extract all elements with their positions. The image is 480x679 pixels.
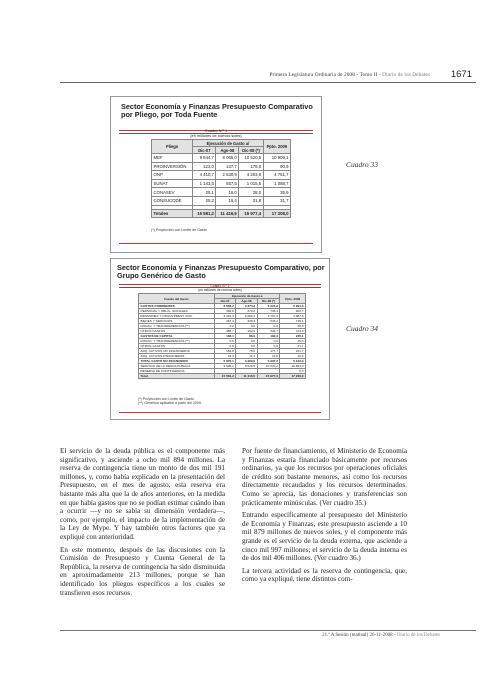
cell-ppto: 31,1 bbox=[280, 344, 306, 349]
cell-dic08: 543,4 bbox=[257, 319, 280, 324]
cell-dic08: 5 937,2 bbox=[257, 359, 280, 364]
cuadro-label: Cuadro 33 bbox=[346, 160, 379, 169]
cell-ppto: 15,3 bbox=[280, 339, 306, 344]
slide-title: Sector Economía y Finanzas Presupuesto Comparativo, por Grupo Genérico de Gasto bbox=[117, 263, 325, 281]
slide-footer-rule bbox=[119, 412, 321, 413]
paragraph: En este momento, después de las discusiones con la Comisión de Presupuesto y Cuenta General de la República, la reserva de contingencia ha sido disminuida en aproximadamente 213 millones, porque se han identificado los pliegos específicos a los cuales se transfieren esos recursos. bbox=[60, 545, 225, 597]
table-row bbox=[152, 179, 291, 188]
cell-ago08: 557,5 bbox=[216, 179, 239, 188]
cell-ppto: 90,9 bbox=[263, 162, 290, 171]
paragraph: Por fuente de financiamiento, el Ministerio de Economía y Finanzas estaría financiado básicamente por recursos ordinarios, ya que los recursos por operaciones oficiales de crédito son bastante menores, así como los recursos directamente recaudados y los recursos determinados. Como se aprecia, las donaciones y transferencias son prácticamente minúsculas. (Ver cuadro 35.) bbox=[242, 447, 407, 507]
table-notes: (*) Proyección con Límite de Gasto (**) Genérica aplicable a partir del 2009. bbox=[138, 397, 202, 406]
cell-ppto: 3 987,8 bbox=[280, 314, 306, 319]
row-label: ADQ. ACTIVOS FINANCIEROS bbox=[139, 354, 215, 359]
cell-dic07: 25,1 bbox=[193, 188, 216, 197]
col-pliego: Pliego bbox=[152, 140, 193, 154]
cell-ago08: 192,6 bbox=[236, 329, 257, 334]
cell-ppto: 231,7 bbox=[280, 349, 306, 354]
cell-ago08: 0,0 bbox=[236, 344, 257, 349]
cell-dic08: 178,0 bbox=[239, 162, 263, 171]
cell-dic07: 183,1 bbox=[214, 334, 236, 339]
header-journal: Primera Legislatura Ordinaria de 2008 - Tomo II - Diario de los Debates bbox=[269, 72, 430, 78]
table-grupo-generico bbox=[138, 293, 306, 379]
total-ppto: 17 208,0 bbox=[280, 374, 306, 379]
col-dic08: Dic-08 (*) bbox=[239, 147, 263, 154]
row-label: CONASEV bbox=[152, 188, 193, 197]
cell-dic07: 0,0 bbox=[214, 324, 236, 329]
total-dic08: 15 977,4 bbox=[239, 209, 263, 218]
cell-dic08: 3 797,2 bbox=[257, 314, 280, 319]
col-ago08: Ago-08 bbox=[216, 147, 239, 154]
paragraph: El servicio de la deuda pública es el componente más significativo, y asciende a ocho mil 894 millones. La reserva de contingencia tiene un monto de dos mil 191 millones, y, como había explicado en la presentación del Presupuesto, en el mes de agosto, esta reserva era bastante más alta que la de años anteriores, en la medida en que había gastos que no se podían estimar cuándo iban a ocurrir —y no se sabía su dimensión verdadera—, como, por ejemplo, el impacto de la implementación de la Ley de Mype. Y hay también otros factores que ya expliqué con anterioridad. bbox=[60, 447, 225, 541]
cell-dic07: 9 844,7 bbox=[193, 154, 216, 163]
row-label: GASTOS CORRIENTES bbox=[139, 304, 215, 309]
cell-ppto: 902,7 bbox=[280, 309, 306, 314]
table-caption: Cuadro N.º 1 (en millones de nuevos soles) bbox=[190, 128, 242, 138]
col-dic07: Dic-07 bbox=[214, 299, 236, 304]
cell-dic07: 466,7 bbox=[214, 329, 236, 334]
cell-dic08: 5 321,9 bbox=[257, 304, 280, 309]
cell-ppto: 10,4 bbox=[280, 354, 306, 359]
cell-ago08: 8 026,5 bbox=[236, 364, 257, 369]
cell-dic07: 0,0 bbox=[214, 344, 236, 349]
cell-dic07: 9 505,1 bbox=[214, 364, 236, 369]
cell-ppto: 10 909,1 bbox=[263, 154, 290, 163]
cell-ppto: 31,7 bbox=[263, 196, 290, 205]
row-label: DONAC. Y TRANSFERENCIAS (**) bbox=[139, 324, 215, 329]
cell-dic08: 244,7 bbox=[257, 329, 280, 334]
text-column-right bbox=[242, 447, 407, 588]
cell-dic07: 0,0 bbox=[214, 339, 236, 344]
cell-dic08: 0,0 bbox=[257, 324, 280, 329]
total-label: Totales bbox=[152, 209, 193, 218]
row-label: SERVICIO DE LA DEUDA PÚBLICA bbox=[139, 364, 215, 369]
cell-dic08: 10 520,5 bbox=[239, 154, 263, 163]
slide-footer-rule bbox=[119, 243, 313, 244]
table-caption: Cuadro N.º 2 (en millones de nuevos soles) bbox=[198, 284, 242, 292]
table-note: (*) Proyección con Límite de Gasto bbox=[151, 228, 207, 232]
cell-dic07: 467,4 bbox=[214, 319, 236, 324]
cell-dic08: 13,6 bbox=[257, 354, 280, 359]
footer-rule bbox=[60, 630, 476, 631]
total-ppto: 17 208,0 bbox=[263, 209, 290, 218]
col-fuente: Fuente del Gasto bbox=[139, 294, 215, 304]
cell-ppto: 235,1 bbox=[280, 334, 306, 339]
table-row bbox=[152, 196, 291, 205]
cell-ppto: 1 088,7 bbox=[263, 179, 290, 188]
paragraph: Entrando específicamente al presupuesto del Ministerio de Economía y Finanzas, este presupuesto asciende a 10 mil 879 millones de nuevos soles, y el componente más grande es el servicio de la deuda externa, que asciende a cinco mil 997 millones; el servicio de la deuda interna es de dos mil 406 millones. (Ver cuadro 36.) bbox=[242, 511, 407, 563]
cell-dic08: 4 203,6 bbox=[239, 171, 263, 180]
paragraph: La tercera actividad es la reserva de contingencia, que, como ya expliqué, tiene distintos com- bbox=[242, 566, 407, 584]
cell-dic07: 25,2 bbox=[193, 196, 216, 205]
table-row bbox=[152, 188, 291, 197]
cell-dic07: 19,3 bbox=[214, 354, 236, 359]
row-label: PERSONAL Y OBLIG. SOCIALES bbox=[139, 309, 215, 314]
total-row bbox=[139, 374, 306, 379]
cell-ppto: 10 894,0 bbox=[280, 364, 306, 369]
cell-dic07: 3 416,4 bbox=[214, 314, 236, 319]
row-label: ONP bbox=[152, 171, 193, 180]
cell-ago08: 19,4 bbox=[216, 196, 239, 205]
table-row bbox=[152, 171, 291, 180]
row-label: PROINVERSIÓN bbox=[152, 162, 193, 171]
row-label: CONSUCODE bbox=[152, 196, 193, 205]
cell-dic07: 123,0 bbox=[193, 162, 216, 171]
col-dic08: Dic-08 (*) bbox=[257, 299, 280, 304]
cell-ago08: 16,0 bbox=[216, 188, 239, 197]
row-label: OTROS GASTOS bbox=[139, 329, 215, 334]
cell-ppto: 718,4 bbox=[280, 319, 306, 324]
row-label: RESERVA DE CONTINGENCIA bbox=[139, 369, 215, 374]
cuadro-label: Cuadro 34 bbox=[346, 324, 379, 333]
cell-dic07: 4 410,7 bbox=[193, 171, 216, 180]
row-label: ADQ. ACTIVOS NO FINANCIEROS bbox=[139, 349, 215, 354]
cell-ppto: 4 751,7 bbox=[263, 171, 290, 180]
col-group: Ejecución de Gasto a bbox=[214, 294, 280, 299]
row-label: MEF bbox=[152, 154, 193, 163]
cell-ago08: 75,6 bbox=[236, 349, 257, 354]
table-row bbox=[152, 154, 291, 163]
total-dic07: 15 581,2 bbox=[214, 374, 236, 379]
cell-dic08: 28,0 bbox=[239, 188, 263, 197]
cell-dic08: 177,7 bbox=[257, 349, 280, 354]
cell-dic08: 736,4 bbox=[257, 309, 280, 314]
cell-ppto: 38,8 bbox=[280, 324, 306, 329]
cell-ago08: 0,0 bbox=[236, 324, 257, 329]
slide-presupuesto-por-grupo bbox=[110, 258, 330, 420]
col-dic07: Dic-07 bbox=[193, 147, 216, 154]
running-header bbox=[60, 69, 472, 84]
cell-ago08: 8 055,0 bbox=[216, 154, 239, 163]
cell-dic07: 392,8 bbox=[214, 309, 236, 314]
cell-ago08: 328,3 bbox=[236, 319, 257, 324]
cell-ago08: 3 374,3 bbox=[236, 304, 257, 309]
cell-ago08: 3 490,0 bbox=[236, 359, 257, 364]
total-row bbox=[152, 209, 291, 218]
cell-dic08: 10 670,2 bbox=[257, 364, 280, 369]
row-label: DONAC. Y TRANSFERENCIAS (**) bbox=[139, 339, 215, 344]
cell-dic07: 5 876,1 bbox=[214, 359, 236, 364]
col-ago08: Ago-08 bbox=[236, 299, 257, 304]
cell-dic08: 192,3 bbox=[257, 334, 280, 339]
cell-ago08: 11,3 bbox=[236, 354, 257, 359]
row-label: GASTOS DE CAPITAL bbox=[139, 334, 215, 339]
cell-ago08: 137,7 bbox=[216, 162, 239, 171]
cell-dic07: 5 083,2 bbox=[214, 304, 236, 309]
cell-ago08: 2 282,4 bbox=[236, 314, 257, 319]
total-ago08: 11 416,5 bbox=[236, 374, 257, 379]
cell-ppto: 6 132,9 bbox=[280, 359, 306, 364]
cell-dic07: 1 143,5 bbox=[193, 179, 216, 188]
table-row bbox=[152, 162, 291, 171]
cell-ago08: 0,0 bbox=[236, 339, 257, 344]
cell-ppto: 35,9 bbox=[263, 188, 290, 197]
row-label: TOTAL GASTO NO FINANCIERO bbox=[139, 359, 215, 364]
cell-dic07: 163,8 bbox=[214, 349, 236, 354]
col-group: Ejecución de Gasto a/ bbox=[193, 140, 263, 147]
text-column-left bbox=[60, 447, 225, 601]
cell-dic08: 1 015,5 bbox=[239, 179, 263, 188]
table-pliego bbox=[151, 139, 291, 218]
total-dic07: 15 581,2 bbox=[193, 209, 216, 218]
col-ppto: Ppto. 2009 bbox=[263, 140, 290, 154]
footer-session: 21.ª A Sesión (matinal) 26-11-2008 - Diario de los Debates bbox=[322, 633, 440, 638]
row-label: SUNAT bbox=[152, 179, 193, 188]
cell-dic08: 31,8 bbox=[239, 196, 263, 205]
row-label: BIENES Y SERVICIOS bbox=[139, 319, 215, 324]
total-dic08: 15 977,4 bbox=[257, 374, 280, 379]
row-label: OTROS GASTOS bbox=[139, 344, 215, 349]
total-label: Total bbox=[139, 374, 215, 379]
page-number: 1671 bbox=[450, 69, 472, 80]
cell-ago08: 86,9 bbox=[236, 334, 257, 339]
cell-ppto: 113,9 bbox=[280, 329, 306, 334]
cell-ppto: 0,0 bbox=[280, 369, 306, 374]
total-ago08: 11 416,5 bbox=[216, 209, 239, 218]
cell-dic08: 0,0 bbox=[257, 339, 280, 344]
cell-dic08: 0,0 bbox=[257, 344, 280, 349]
col-ppto: Ppto. 2009 bbox=[280, 294, 306, 304]
cell-ago08: 270,0 bbox=[236, 309, 257, 314]
slide-title: Sector Economía y Finanzas Presupuesto Comparativo por Pliego, por Toda Fuente bbox=[121, 102, 313, 120]
row-label: PENSIONES Y OTRAS PREST. SOC. bbox=[139, 314, 215, 319]
cell-ago08: 2 630,9 bbox=[216, 171, 239, 180]
cell-ppto: 5 991,3 bbox=[280, 304, 306, 309]
slide-presupuesto-por-pliego bbox=[110, 96, 322, 253]
header-rule bbox=[60, 82, 476, 83]
